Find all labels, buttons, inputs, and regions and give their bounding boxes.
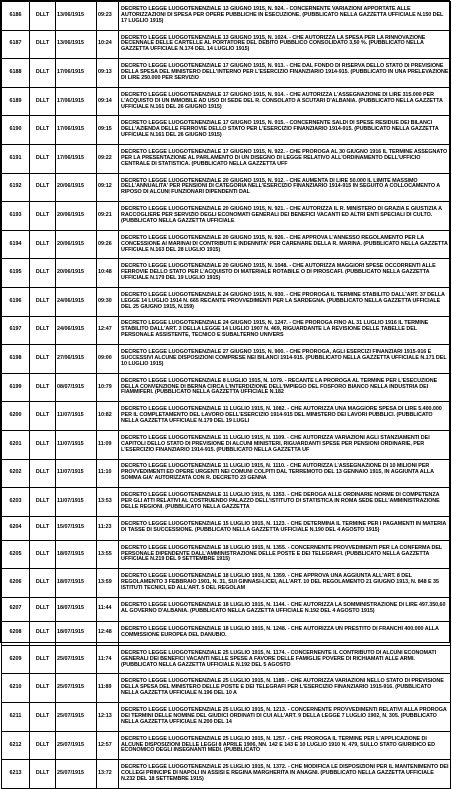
record-number: 6209 [2, 645, 30, 674]
record-date: 25/07/1915 [56, 703, 97, 732]
record-code: 09:23 [97, 2, 119, 31]
record-number: 6197 [2, 316, 30, 345]
record-code: 09:12 [97, 173, 119, 202]
record-description: DECRETO LEGGE LUOGOTENENZIALE 27 GIUGNO 1915, N. 900. - CHE PROROGA, AGLI ESERCIZI FINANZIARI 1915-916 E SUCCESSIVI ALCUNE DISPOSIZIONI COMPRESE NEI BILANCI 1914-915. (PUBBLICATO NELLA GAZZETTA UFFICIALE N.171 DEL 10 LUGLIO 1915) [119, 345, 451, 374]
table-row [2, 316, 451, 345]
record-type: DLLT [30, 516, 56, 540]
record-description: DECRETO LEGGE LUOGOTENENZIALE 17 GIUGNO 1915, N. 914. - CHE AUTORIZZA L'ASSEGNAZIONE DI LIRE 315.000 PER L'ACQUISTO DI UN IMMOBILE AD USO DI SEDE DEL R. CONSOLATO A SCUTARI D'ALBANIA. (PUBBLICATO NELLA GAZZETTA UFFICIALE N.161 DEL 26 GIUGNO 1915) [119, 87, 451, 116]
record-description: DECRETO LEGGE LUOGOTENENZIALE 25 LUGLIO 1915, N. 1213. - CONCERNENTE PROVVEDIMENTI RELATIVI ALLA PROROGA DEI TERMINI DELLE NOMINE DEL GIUDICI ORDINATI DI CUI ALL'ART. 9 DELLA LEGGE 7 LUGLIO 1902, N. 305. (PUBBLICATO NELLA GAZZETTA UFFICIALE N.200 DEL 14 [119, 703, 451, 732]
record-description: DECRETO LEGGE LUOGOTENENZIALE 11 LUGLIO 1915, N. 1082. - CHE AUTORIZZA UNA MAGGIORE SPESA DI LIRE 5.400.000 PER IL COMPLETAMENTO DEL LAVORO DELL'ESERCIZIO 1914-915 DEL MINISTERO DEI LAVORI PUBBLICI. (PUBBLICATO NELLA GAZZETTA UFFICIALE N.179 DEL 19 LUGLI [119, 402, 451, 431]
record-number: 6196 [2, 287, 30, 316]
record-number: 6203 [2, 488, 30, 517]
record-code: 11:74 [97, 645, 119, 674]
record-type: DLLT [30, 760, 56, 789]
record-date: 20/06/1915 [56, 173, 97, 202]
record-description: DECRETO LEGGE LUOGOTENENZIALE 25 LUGLIO 1915, N. 1257. - CHE PROROGA IL TERMINE PER L'APPLICAZIONE DI ALCUNE DISPOSIZIONI DELLE LEGGI 8 APRILE 1906, NN. 142 E 143 E 10 LUGLIO 1910 N. 479, SULLO STATO GIURIDICO ED ECONOMICO DEGLI INSEGNANTI MEDI. (PUBBLICATO [119, 731, 451, 760]
record-code: 09:26 [97, 230, 119, 259]
record-code: 09:30 [97, 287, 119, 316]
record-description: DECRETO LEGGE LUOGOTENENZIALE 13 GIUGNO 1915, N. 1024. - CHE AUTORIZZA LA SPESA PER LA RINNOVAZIONE DECENNALE DELLE CARTELLE AL PORTATORE DEL DEBITO PUBBLICO CONSOLIDATO 3,50 %. (PUBBLICATO NELLA GAZZETTA UFFICIALE N.174 DEL 14 LUGLIO 1915) [119, 30, 451, 59]
table-row [2, 287, 451, 316]
record-description: DECRETO LEGGE LUOGOTENENZIALE 8 LUGLIO 1915, N. 1079. - RECANTE LA PROROGA AL TERMINE PER L'ESECUZIONE DELLA CONVENZIONE DI BERNA CIRCA L'INTERDIZIONE DELL'IMPIEGO DEL FOSFORO BIANCO NELLA INDUSTRIA DEI FIAMMIFERI. (PUBBLICATO NELLA GAZZETTA UFFICIALE N.182 [119, 373, 451, 402]
record-code: 13:53 [97, 488, 119, 517]
record-description: DECRETO LEGGE LUOGOTENENZIALE 18 LUGLIO 1915, N. 1355. - CONCERNENTE PROVVEDIMENTI PER LA CONFERMA DEL PERSONALE DIPENDENTE DALL'AMMINISTRAZIONE DELLE POSTE E DEI TELEGRAFI. (PUBBLICATO NELLA GAZZETTA UFFICIALE N.219 DEL 9 SETTEMBRE 1915) [119, 540, 451, 569]
record-date: 11/07/1915 [56, 488, 97, 517]
record-number: 6188 [2, 59, 30, 88]
record-type: DLLT [30, 87, 56, 116]
table-row [2, 569, 451, 598]
record-type: DLLT [30, 459, 56, 488]
record-number: 6198 [2, 345, 30, 374]
record-date: 24/06/1915 [56, 316, 97, 345]
table-row [2, 2, 451, 31]
record-description: DECRETO LEGGE LUOGOTENENZIALE 11 LUGLIO 1915, N. 1109. - CHE AUTORIZZA VARIAZIONI AGLI STANZIAMENTI DEI CAPITOLI DELLO STATO DI PREVISIONE DI ALCUNI MINISTERI, RIGUARDANTI SPESE PER PENSIONI ORDINARIE, PER L'ESERCIZIO FINANZIARIO 1914-915. (PUBBLICATO NELLA GAZZETTA UF [119, 430, 451, 459]
record-type: DLLT [30, 645, 56, 674]
record-description: DECRETO LEGGE LUOGOTENENZIALE 15 LUGLIO 1915, N. 1123. - CHE DETERMINA IL TERMINE PER I PAGAMENTI IN MATERIA DI TASSE DI SUCCESSIONE. (PUBBLICATO NELLA GAZZETTA UFFICIALE N.190 DEL 4 AGOSTO 1915) [119, 516, 451, 540]
record-code: 09:15 [97, 116, 119, 145]
record-date: 18/07/1915 [56, 540, 97, 569]
table-row [2, 621, 451, 645]
table-row [2, 116, 451, 145]
record-number: 6195 [2, 259, 30, 288]
record-type: DLLT [30, 173, 56, 202]
record-code: 12:48 [97, 621, 119, 645]
record-date: 25/07/1915 [56, 645, 97, 674]
record-description: DECRETO LEGGE LUOGOTENENZIALE 20 GIUGNO 1915, N. 921. - CHE AUTORIZZA IL R. MINISTERO DI GRAZIA E GIUSTIZIA A RACCOGLIERE PER SERVIZIO DEGLI ECONOMATI GENERALI DEI BENEFICI VACANTI ED ALTRI ENTI SPECIALI DI CULTO. (PUBBLICATO NELLA GAZZETTA UFFICIALE [119, 202, 451, 231]
record-number: 6201 [2, 430, 30, 459]
record-type: DLLT [30, 597, 56, 621]
record-type: DLLT [30, 59, 56, 88]
record-description: DECRETO LEGGE LUOGOTENENZIALE 17 GIUGNO 1915, N. 915. - CONCERNENTE SALDI DI SPESE RESIDUE DEI BILANCI DELL'AZIENDA DELLE FERROVIE DELLO STATO PER L'ESERCIZIO FINANZIARIO 1914-915. (PUBBLICATO NELLA GAZZETTA UFFICIALE N.161 DEL 26 GIUGNO 1915) [119, 116, 451, 145]
record-number: 6207 [2, 597, 30, 621]
record-type: DLLT [30, 202, 56, 231]
table-row [2, 30, 451, 59]
table-row [2, 760, 451, 789]
table-row [2, 703, 451, 732]
record-date: 20/06/1915 [56, 230, 97, 259]
table-row [2, 645, 451, 674]
record-description: DECRETO LEGGE LUOGOTENENZIALE 17 GIUGNO 1915, N. 922. - CHE PROROGA AL 30 GIUGNO 1916 IL TERMINE ASSEGNATO PER LA PRESENTAZIONE AL PARLAMENTO DI UN DISEGNO DI LEGGE RELATIVO ALL'ORDINAMENTO DELL'UFFICIO CENTRALE DI STATISTICA. (PUBBLICATO NELLA GAZZETTA UFF [119, 144, 451, 173]
record-code: 10:79 [97, 373, 119, 402]
record-number: 6211 [2, 703, 30, 732]
record-code: 13:55 [97, 540, 119, 569]
record-number: 6193 [2, 202, 30, 231]
record-code: 10:24 [97, 30, 119, 59]
record-number: 6200 [2, 402, 30, 431]
table-row [2, 674, 451, 703]
record-description: DECRETO LEGGE LUOGOTENENZIALE 24 GIUGNO 1915, N. 1247. - CHE PROROGA FINO AL 31 LUGLIO 1916 IL TERMINE STABILITO DALL'ART. 3 DELLA LEGGE 14 LUGLIO 1907 N. 469, RIGUARDANTE LA REVISIONE DELLE TABELLE DEL PERSONALE ASSISTENTE, TECNICO E SUBALTERNO UNIVERS [119, 316, 451, 345]
record-code: 12:47 [97, 316, 119, 345]
record-type: DLLT [30, 116, 56, 145]
record-date: 17/06/1915 [56, 59, 97, 88]
record-date: 18/07/1915 [56, 569, 97, 598]
record-code: 11:10 [97, 459, 119, 488]
record-number: 6210 [2, 674, 30, 703]
record-type: DLLT [30, 731, 56, 760]
record-type: DLLT [30, 402, 56, 431]
record-date: 20/06/1915 [56, 202, 97, 231]
record-date: 11/07/1915 [56, 430, 97, 459]
table-row [2, 731, 451, 760]
record-date: 18/07/1915 [56, 597, 97, 621]
record-number: 6204 [2, 516, 30, 540]
record-description: DECRETO LEGGE LUOGOTENENZIALE 25 LUGLIO 1915, N. 1372. - CHE MODIFICA LE DISPOSIZIONI PER IL MANTENIMENTO DEI COLLEGI PRINCIPE DI NAPOLI IN ASSISI E REGINA MARGHERITA IN ANAGNI. (PUBBLICATO NELLA GAZZETTA UFFICIALE N.232 DEL 18 SETTEMBRE 1915) [119, 760, 451, 789]
record-code: 11:89 [97, 674, 119, 703]
record-number: 6192 [2, 173, 30, 202]
record-type: DLLT [30, 430, 56, 459]
record-type: DLLT [30, 316, 56, 345]
record-description: DECRETO LEGGE LUOGOTENENZIALE 18 LUGLIO 1915, N. 1248. - CHE AUTORIZZA UN PRESTITO DI FRANCHI 400.000 ALLA COMMISSIONE EUROPEA DEL DANUBIO. [119, 621, 451, 645]
record-date: 25/07/1915 [56, 674, 97, 703]
record-type: DLLT [30, 488, 56, 517]
decree-table-body [2, 2, 451, 789]
record-description: DECRETO LEGGE LUOGOTENENZIALE 13 GIUGNO 1915, N. 924. - CONCERNENTE VARIAZIONI APPORTATE ALLE AUTORIZZAZIONI DI SPESA PER OPERE PUBBLICHE IN ESECUZIONE. (PUBBLICATO NELLA GAZZETTA UFFICIALE N.150 DEL 17 LUGLIO 1915) [119, 2, 451, 31]
table-row [2, 459, 451, 488]
record-number: 6199 [2, 373, 30, 402]
record-code: 12:13 [97, 703, 119, 732]
table-row [2, 402, 451, 431]
record-number: 6189 [2, 87, 30, 116]
record-description: DECRETO LEGGE LUOGOTENENZIALE 20 GIUGNO 1915, N. 926. - CHE APPROVA L'ANNESSO REGOLAMENTO PER LA CONCESSIONE AI MARINAI DI CONTRIBUTI E INDENNITA' PER CARENARE DELLA R. MARINA. (PUBBLICATO NELLA GAZZETTA UFFICIALE N.163 DEL 28 LUGLIO 1915) [119, 230, 451, 259]
record-type: DLLT [30, 2, 56, 31]
table-row [2, 540, 451, 569]
record-code: 11:23 [97, 516, 119, 540]
decree-table [1, 1, 451, 789]
record-number: 6206 [2, 569, 30, 598]
record-number: 6208 [2, 621, 30, 645]
record-type: DLLT [30, 674, 56, 703]
record-description: DECRETO LEGGE LUOGOTENENZIALE 11 LUGLIO 1915, N. 1110. - CHE AUTORIZZA L'ASSEGNAZIONE DI 10 MILIONI PER PROVVEDIMENTI ED OPERE URGENTI NEI COMUNI COLPITI DAL TERREMOTO DEL 13 GENNAIO 1915, IN AGGIUNTA ALLA SOMMA GIA' AUTORIZZATA CON R. DECRETO 23 GENNA [119, 459, 451, 488]
record-code: 09:00 [97, 345, 119, 374]
record-code: 11:44 [97, 597, 119, 621]
record-code: 09:22 [97, 144, 119, 173]
record-code: 09:13 [97, 59, 119, 88]
record-type: DLLT [30, 144, 56, 173]
record-date: 13/06/1915 [56, 2, 97, 31]
record-number: 6194 [2, 230, 30, 259]
record-date: 27/06/1915 [56, 345, 97, 374]
record-type: DLLT [30, 621, 56, 645]
record-date: 18/07/1915 [56, 621, 97, 645]
record-date: 11/07/1915 [56, 459, 97, 488]
record-date: 11/07/1915 [56, 402, 97, 431]
table-row [2, 87, 451, 116]
record-code: 10:48 [97, 259, 119, 288]
record-number: 6186 [2, 2, 30, 31]
record-code: 13:59 [97, 569, 119, 598]
record-date: 17/06/1915 [56, 144, 97, 173]
record-description: DECRETO LEGGE LUOGOTENENZIALE 18 LUGLIO 1915, N. 1144. - CHE AUTORIZZA LA SOMMINISTRAZIONE DI LIRE 497.350,60 AL GOVERNO D'ALBANIA. (PUBBLICATO NELLA GAZZETTA UFFICIALE N.192 DEL 4 AGOSTO 1915) [119, 597, 451, 621]
record-date: 13/06/1915 [56, 30, 97, 59]
record-date: 24/06/1915 [56, 287, 97, 316]
record-date: 20/06/1915 [56, 259, 97, 288]
record-number: 6190 [2, 116, 30, 145]
record-type: DLLT [30, 540, 56, 569]
record-code: 13:72 [97, 760, 119, 789]
record-number: 6191 [2, 144, 30, 173]
record-description: DECRETO LEGGE LUOGOTENENZIALE 11 LUGLIO 1915, N. 1353. - CHE DEROGA ALLE ORDINARIE NORME DI COMPETENZA PER GLI ATTI RELATIVI AL COSTRUENDO PALAZZO DELL'ISTITUTO DI STATISTICA IN ROMA SEDE DELL'AMMINISTRAZIONE DELLE REGIONI. (PUBBLICATO NELLA GAZZETTA [119, 488, 451, 517]
table-row [2, 345, 451, 374]
table-row [2, 202, 451, 231]
table-row [2, 597, 451, 621]
table-row [2, 59, 451, 88]
record-code: 12:57 [97, 731, 119, 760]
table-row [2, 259, 451, 288]
table-row [2, 516, 451, 540]
record-type: DLLT [30, 259, 56, 288]
record-code: 09:21 [97, 202, 119, 231]
record-description: DECRETO LEGGE LUOGOTENENZIALE 18 LUGLIO 1915, N. 1359. - CHE APPROVA UNA AGGIUNTA ALL'ART. 8 DEL REGOLAMENTO 3 FEBBRAIO 1901, N. 31, SUI GINNASI-LICEI, ALL'ART. 10 DEL REGOLAMENTO 21 GIUGNO 1913, N. 848 E 35 ISTITUTI TECNICI, ED ALL'ART. 5 DEL REGOLAM [119, 569, 451, 598]
record-date: 25/07/1915 [56, 731, 97, 760]
record-description: DECRETO LEGGE LUOGOTENENZIALE 24 GIUGNO 1915, N. 930. - CHE PROROGA IL TERMINE STABILITO DALL'ART. 37 DELLA LEGGE 14 LUGLIO 1914 N. 665 RECANTE PROVVEDIMENTI PER LA SARDEGNA. (PUBBLICATO NELLA GAZZETTA UFFICIALE DEL 25 GIUGNO 1915, N.159) [119, 287, 451, 316]
table-row [2, 173, 451, 202]
record-number: 6187 [2, 30, 30, 59]
table-row [2, 488, 451, 517]
record-number: 6213 [2, 760, 30, 789]
record-number: 6212 [2, 731, 30, 760]
table-row [2, 144, 451, 173]
record-type: DLLT [30, 230, 56, 259]
table-row [2, 230, 451, 259]
record-date: 17/06/1915 [56, 87, 97, 116]
record-description: DECRETO LEGGE LUOGOTENENZIALE 17 GIUGNO 1915, N. 913. - CHE DAL FONDO DI RISERVA DELLO STATO DI PREVISIONE DELLA SPESA DEL MINISTERO DELL'INTERNO PER L'ESERCIZIO FINANZIARIO 1914-915. (PUBBLICATO IN UNA PRELEVAZIONE DI LIRE 250.000 PER SERVIZIO [119, 59, 451, 88]
table-row [2, 430, 451, 459]
record-type: DLLT [30, 703, 56, 732]
record-date: 15/07/1915 [56, 516, 97, 540]
record-date: 17/06/1915 [56, 116, 97, 145]
record-date: 08/07/1915 [56, 373, 97, 402]
table-row [2, 373, 451, 402]
record-description: DECRETO LEGGE LUOGOTENENZIALE 25 LUGLIO 1915, N. 1189. - CHE AUTORIZZA VARIAZIONI NELLO STATO DI PREVISIONE DELLA SPESA DEL MINISTERO DELLE POSTE E DEI TELEGRAFI PER L'ESERCIZIO FINANZIARIO 1915-916. (PUBBLICATO NELLA GAZZETTA UFFICIALE N.196 DEL 10 A [119, 674, 451, 703]
record-code: 11:09 [97, 430, 119, 459]
record-number: 6205 [2, 540, 30, 569]
record-code: 09:14 [97, 87, 119, 116]
record-description: DECRETO LEGGE LUOGOTENENZIALE 20 GIUGNO 1915, N. 912. - CHE AUMENTA DI LIRE 50.000 IL LIMITE MASSIMO DELL'ANNUALITA' PER PENSIONI DI CATEGORIA NELL'ESERCIZIO FINANZIARIO 1914-915 IN SEGUITO A COLLOCAMENTO A RIPOSO DI ALCUNI FUNZIONARI DIPENDENTI DAL [119, 173, 451, 202]
record-type: DLLT [30, 373, 56, 402]
record-type: DLLT [30, 30, 56, 59]
record-type: DLLT [30, 287, 56, 316]
record-number: 6202 [2, 459, 30, 488]
record-code: 10:82 [97, 402, 119, 431]
record-description: DECRETO LEGGE LUOGOTENENZIALE 25 LUGLIO 1915, N. 1174. - CONCERNENTE IL CONTRIBUTO DI ALCUNI ECONOMATI GENERALI DEI BENEFICI VACANTI NELLE SPESE A FAVORE DELLE FAMIGLIE POVERE DI RICHIAMATI ALLE ARMI. (PUBBLICATO NELLA GAZZETTA UFFICIALE N.192 DEL 5 AGOSTO [119, 645, 451, 674]
record-date: 25/07/1915 [56, 760, 97, 789]
record-description: DECRETO LEGGE LUOGOTENENZIALE 20 GIUGNO 1915, N. 1048. - CHE AUTORIZZA MAGGIORI SPESE OCCORRENTI ALLE FERROVIE DELLO STATO PER L'ACQUISTO DI MATERIALE ROTABILE O DI PIROSCAFI. (PUBBLICATO NELLA GAZZETTA UFFICIALE N.179 DEL 19 LUGLIO 1915) [119, 259, 451, 288]
record-type: DLLT [30, 345, 56, 374]
record-type: DLLT [30, 569, 56, 598]
